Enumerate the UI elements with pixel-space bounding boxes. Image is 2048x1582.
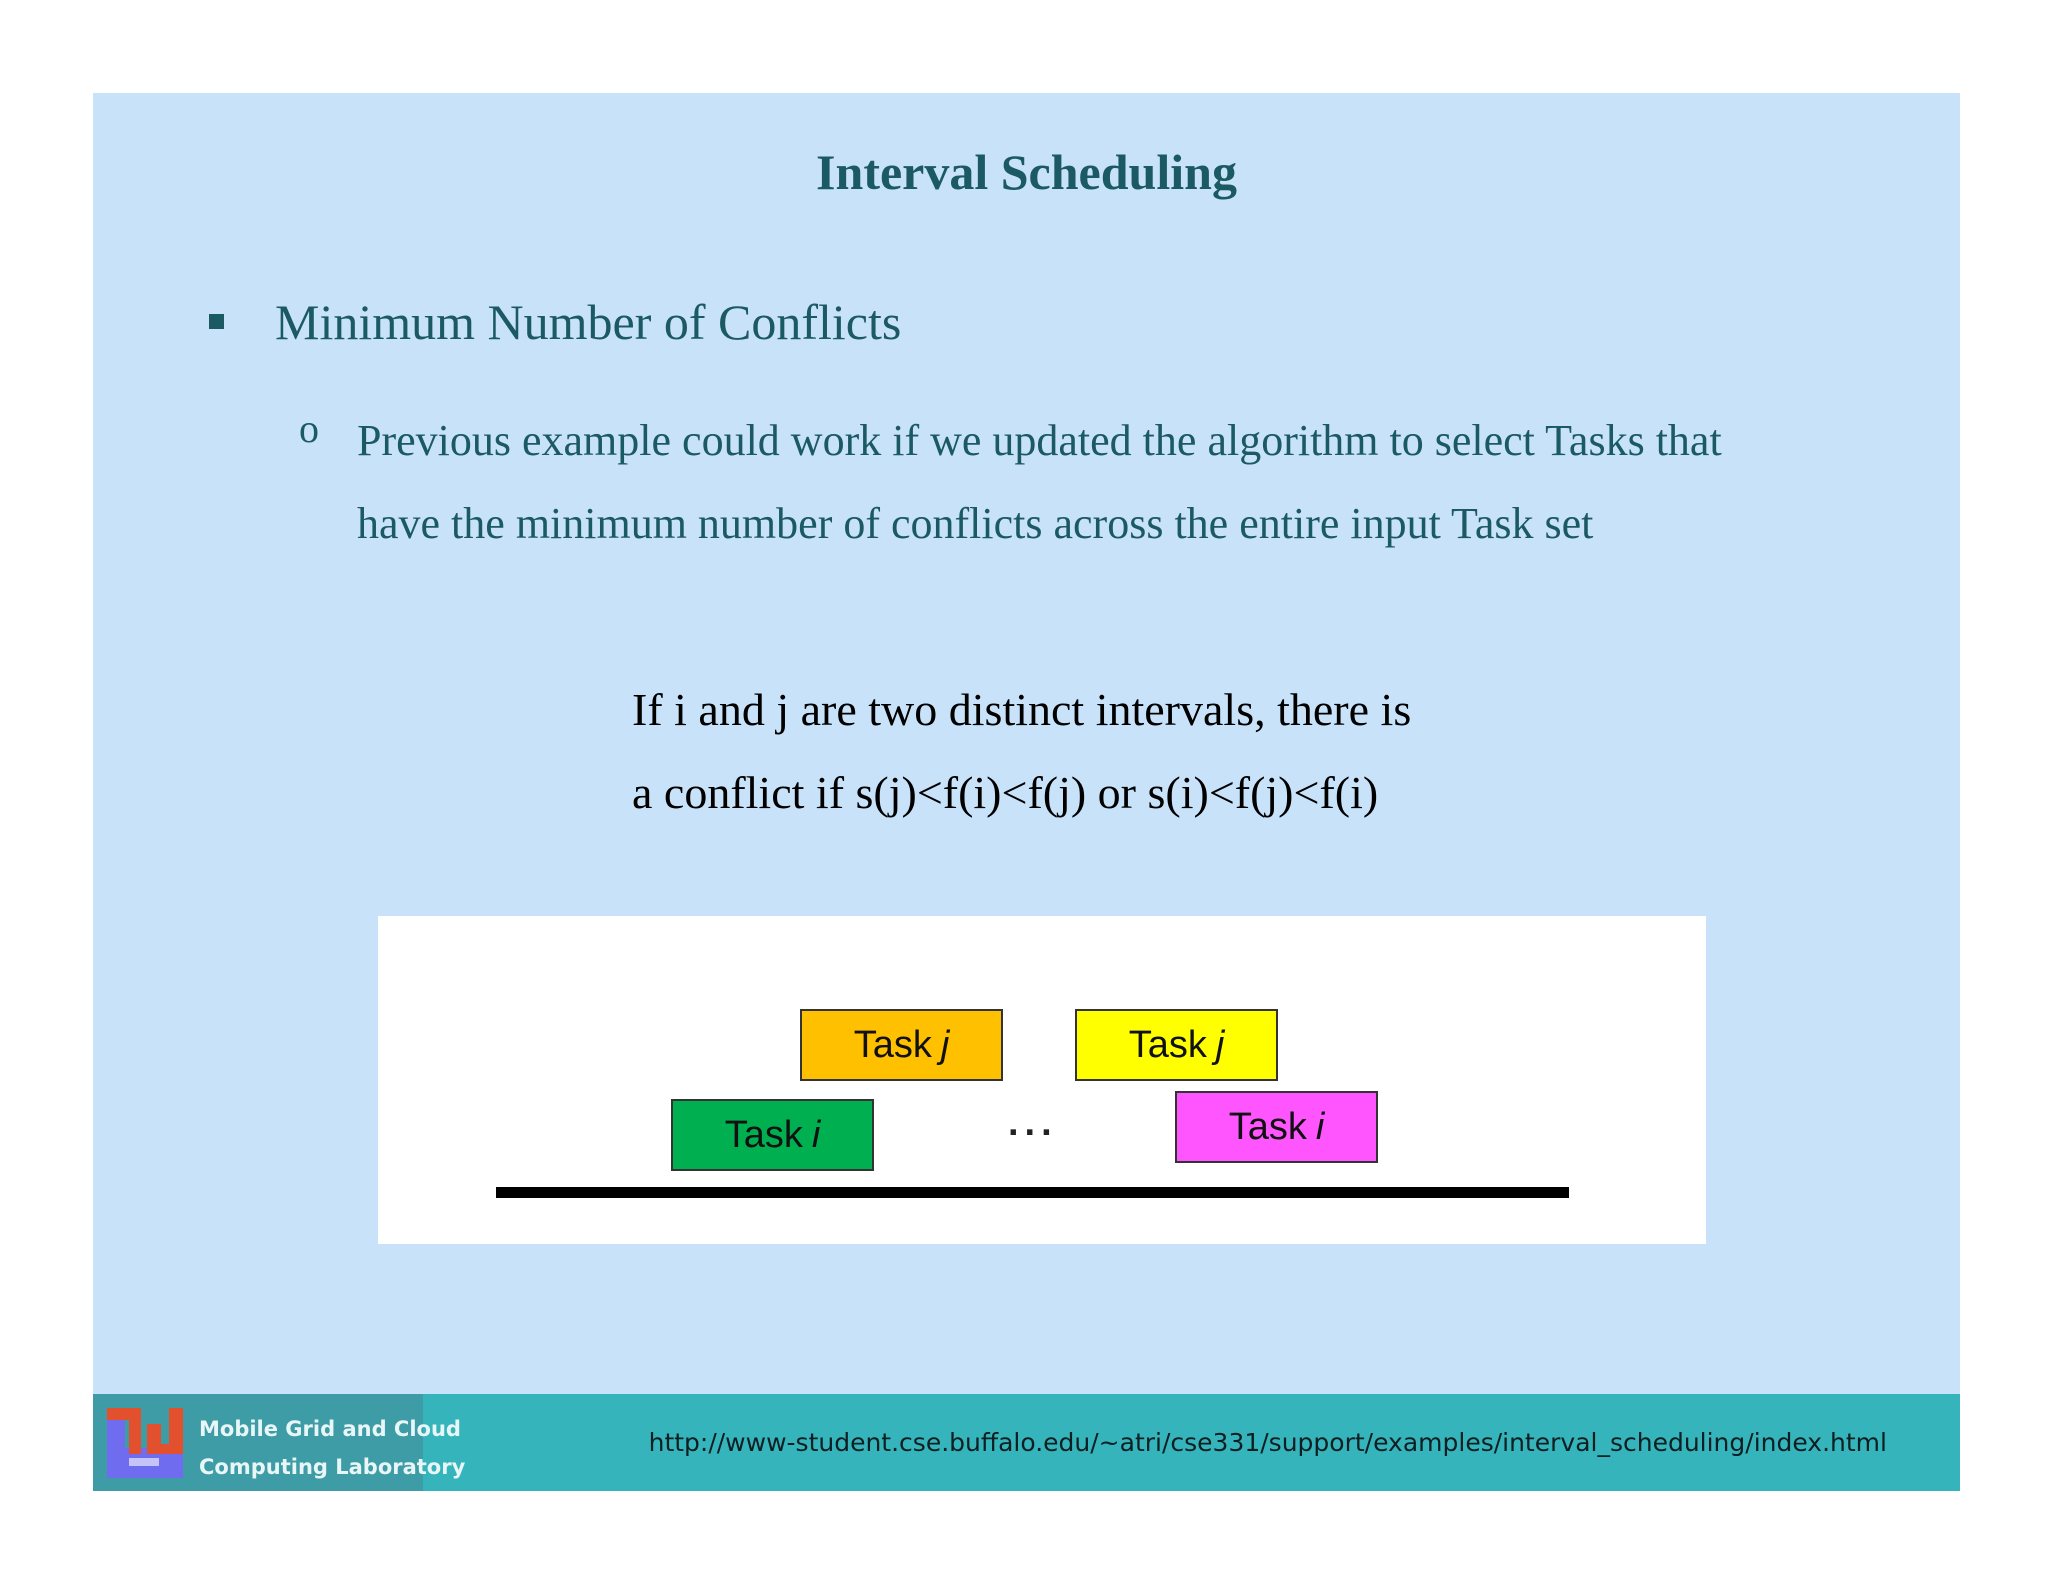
footer-bar <box>93 1394 1960 1491</box>
slide-title: Interval Scheduling <box>816 144 1237 200</box>
lab-name: Mobile Grid and Cloud Computing Laboratory <box>199 1417 466 1479</box>
sub-bullet-line: have the minimum number of conflicts across the entire input Task set <box>357 499 1594 548</box>
task-j-yellow: Task j <box>1075 1009 1278 1081</box>
task-i-magenta: Task i <box>1175 1091 1378 1163</box>
definition-line: a conflict if s(j)<f(i)<f(j) or s(i)<f(j)<f(i) <box>632 767 1379 818</box>
conflict-definition <box>632 668 1411 834</box>
definition-line: If i and j are two distinct intervals, there is <box>632 684 1412 735</box>
square-bullet-icon <box>209 314 224 329</box>
interval-diagram <box>378 916 1706 1244</box>
lab-logo-icon <box>107 1408 183 1478</box>
ellipsis: ... <box>1008 1102 1058 1144</box>
task-j-orange: Task j <box>800 1009 1003 1081</box>
bullet-text: Minimum Number of Conflicts <box>275 294 902 350</box>
lab-logo <box>93 1394 466 1491</box>
slide <box>93 93 1960 1491</box>
timeline-axis <box>496 1187 1569 1198</box>
source-url[interactable]: http://www-student.cse.buffalo.edu/~atri/cse331/support/examples/interval_scheduling/index.html <box>648 1428 1887 1457</box>
circle-bullet-icon: o <box>299 406 319 451</box>
task-i-green: Task i <box>671 1099 874 1171</box>
sub-bullet-line: Previous example could work if we updated the algorithm to select Tasks that <box>357 416 1722 465</box>
sub-bullet-text <box>357 399 1877 565</box>
